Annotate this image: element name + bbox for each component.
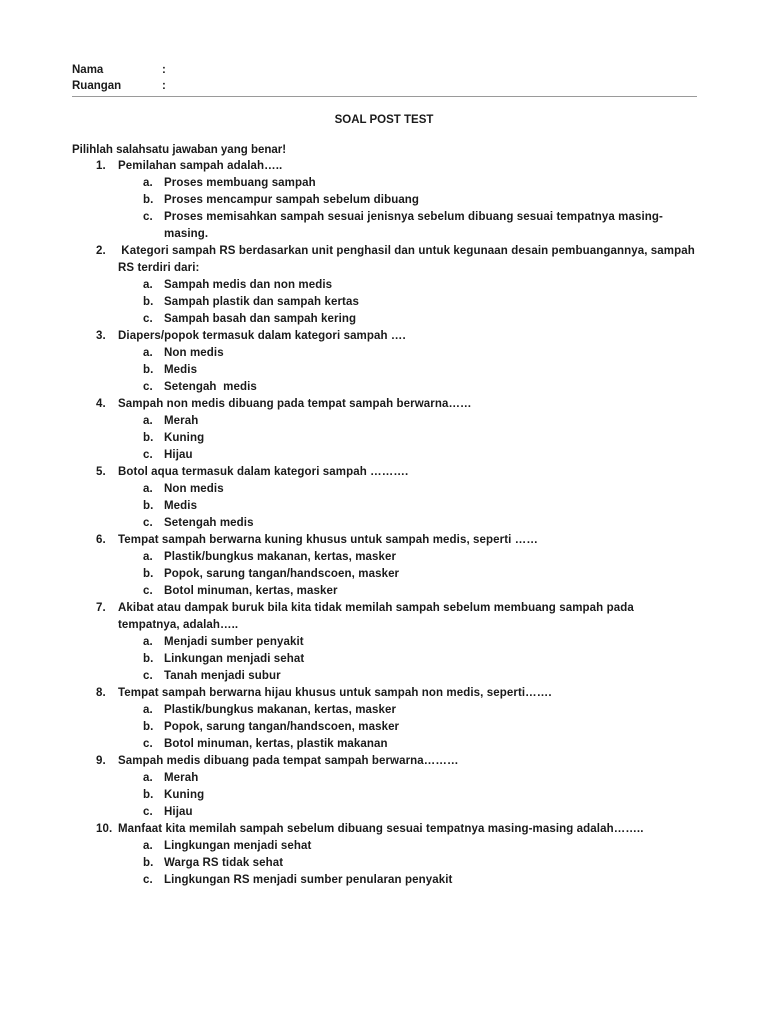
answer-option — [72, 413, 697, 430]
question-item — [72, 685, 697, 753]
question-item — [72, 753, 697, 821]
question-text: Diapers/popok termasuk dalam kategori sampah …. — [118, 330, 406, 342]
option-label: b. — [143, 500, 154, 512]
option-label: a. — [143, 772, 153, 784]
question-number: 9. — [96, 755, 106, 767]
answer-option — [72, 175, 697, 192]
answer-options — [72, 634, 697, 685]
question-row — [72, 243, 697, 277]
answer-option — [72, 719, 697, 736]
question-list — [72, 158, 697, 889]
option-label: c. — [143, 738, 153, 750]
answer-options — [72, 345, 697, 396]
answer-option — [72, 736, 697, 753]
option-label: c. — [143, 211, 153, 223]
option-text: Lingkungan RS menjadi sumber penularan penyakit — [164, 874, 453, 886]
question-number: 10. — [96, 823, 113, 835]
nama-row — [72, 62, 697, 78]
answer-option — [72, 277, 697, 294]
option-label: a. — [143, 177, 153, 189]
answer-option — [72, 345, 697, 362]
answer-options — [72, 413, 697, 464]
question-row — [72, 532, 697, 549]
question-row — [72, 464, 697, 481]
answer-options — [72, 549, 697, 600]
answer-option — [72, 447, 697, 464]
ruangan-label: Ruangan — [72, 80, 122, 92]
option-label: c. — [143, 585, 153, 597]
option-label: a. — [143, 347, 153, 359]
option-text: Merah — [164, 772, 199, 784]
answer-option — [72, 804, 697, 821]
question-row — [72, 328, 697, 345]
question-item — [72, 821, 697, 889]
option-text: Botol minuman, kertas, plastik makanan — [164, 738, 388, 750]
option-text: Botol minuman, kertas, masker — [164, 585, 338, 597]
answer-option — [72, 634, 697, 651]
option-text: Menjadi sumber penyakit — [164, 636, 304, 648]
answer-option — [72, 515, 697, 532]
option-text: Merah — [164, 415, 199, 427]
answer-options — [72, 770, 697, 821]
option-label: b. — [143, 364, 154, 376]
option-text: Kuning — [164, 432, 205, 444]
question-item — [72, 532, 697, 600]
question-row — [72, 753, 697, 770]
answer-option — [72, 770, 697, 787]
answer-option — [72, 872, 697, 889]
option-label: a. — [143, 551, 153, 563]
answer-option — [72, 702, 697, 719]
question-row — [72, 821, 697, 838]
question-text: Botol aqua termasuk dalam kategori sampah ………. — [118, 466, 409, 478]
option-text: Medis — [164, 500, 198, 512]
option-text: Sampah medis dan non medis — [164, 279, 333, 291]
question-item — [72, 600, 697, 685]
ruangan-row — [72, 78, 697, 94]
option-text: Hijau — [164, 806, 193, 818]
question-number: 8. — [96, 687, 106, 699]
option-text: Proses mencampur sampah sebelum dibuang — [164, 194, 420, 206]
answer-option — [72, 838, 697, 855]
answer-options — [72, 277, 697, 328]
answer-option — [72, 668, 697, 685]
option-label: b. — [143, 653, 154, 665]
question-row — [72, 158, 697, 175]
option-text: Plastik/bungkus makanan, kertas, masker — [164, 551, 397, 563]
option-label: c. — [143, 806, 153, 818]
answer-option — [72, 583, 697, 600]
answer-option — [72, 549, 697, 566]
option-text: Non medis — [164, 483, 224, 495]
question-text: Tempat sampah berwarna hijau khusus untuk sampah non medis, seperti……. — [118, 687, 552, 699]
answer-option — [72, 294, 697, 311]
question-text: Sampah medis dibuang pada tempat sampah berwarna……… — [118, 755, 459, 767]
question-text: Manfaat kita memilah sampah sebelum dibuang sesuai tempatnya masing-masing adalah…….. — [118, 823, 644, 835]
option-text: Sampah plastik dan sampah kertas — [164, 296, 359, 308]
answer-options — [72, 481, 697, 532]
answer-option — [72, 651, 697, 668]
question-row — [72, 396, 697, 413]
option-label: b. — [143, 857, 154, 869]
option-text: Hijau — [164, 449, 193, 461]
instruction-text: Pilihlah salahsatu jawaban yang benar! — [72, 144, 287, 156]
answer-option — [72, 430, 697, 447]
answer-options — [72, 838, 697, 889]
option-text: Popok, sarung tangan/handscoen, masker — [164, 721, 400, 733]
option-text: Tanah menjadi subur — [164, 670, 281, 682]
option-label: b. — [143, 721, 154, 733]
answer-option — [72, 481, 697, 498]
option-text: Warga RS tidak sehat — [164, 857, 284, 869]
question-item — [72, 158, 697, 243]
answer-option — [72, 192, 697, 209]
answer-option — [72, 855, 697, 872]
option-text: Linkungan menjadi sehat — [164, 653, 305, 665]
option-text: Setengah medis — [164, 381, 257, 393]
option-text: Lingkungan menjadi sehat — [164, 840, 312, 852]
option-label: b. — [143, 568, 154, 580]
option-label: a. — [143, 483, 153, 495]
header-divider — [72, 96, 697, 97]
answer-option — [72, 566, 697, 583]
option-label: a. — [143, 704, 153, 716]
question-number: 4. — [96, 398, 106, 410]
option-label: a. — [143, 636, 153, 648]
option-label: b. — [143, 789, 154, 801]
option-text: Plastik/bungkus makanan, kertas, masker — [164, 704, 397, 716]
nama-label: Nama — [72, 64, 104, 76]
option-label: b. — [143, 296, 154, 308]
question-row — [72, 685, 697, 702]
question-number: 2. — [96, 245, 106, 257]
option-label: a. — [143, 279, 153, 291]
question-text: Pemilahan sampah adalah….. — [118, 160, 283, 172]
option-text: Non medis — [164, 347, 224, 359]
answer-option — [72, 209, 697, 243]
answer-option — [72, 379, 697, 396]
option-text: Proses memisahkan sampah sesuai jenisnya sebelum dibuang sesuai tempatnya masing-masing. — [164, 211, 663, 240]
option-text: Setengah medis — [164, 517, 254, 529]
option-text: Medis — [164, 364, 198, 376]
option-text: Kuning — [164, 789, 205, 801]
option-label: a. — [143, 840, 153, 852]
ruangan-colon: : — [162, 80, 166, 92]
option-label: c. — [143, 517, 153, 529]
question-text: Kategori sampah RS berdasarkan unit penghasil dan untuk kegunaan desain pembuangannya, sampah RS terdiri dari: — [118, 245, 699, 274]
question-number: 7. — [96, 602, 106, 614]
header-fields — [72, 62, 697, 94]
question-number: 1. — [96, 160, 106, 172]
answer-options — [72, 702, 697, 753]
answer-option — [72, 362, 697, 379]
question-text: Akibat atau dampak buruk bila kita tidak memilah sampah sebelum membuang sampah pada tempatnya, adalah….. — [118, 602, 638, 631]
question-number: 3. — [96, 330, 106, 342]
question-item — [72, 396, 697, 464]
option-label: c. — [143, 313, 153, 325]
answer-option — [72, 787, 697, 804]
question-text: Sampah non medis dibuang pada tempat sampah berwarna…… — [118, 398, 472, 410]
option-label: a. — [143, 415, 153, 427]
option-label: c. — [143, 670, 153, 682]
answer-option — [72, 311, 697, 328]
question-number: 5. — [96, 466, 106, 478]
question-text: Tempat sampah berwarna kuning khusus untuk sampah medis, seperti …… — [118, 534, 538, 546]
option-text: Proses membuang sampah — [164, 177, 316, 189]
option-label: c. — [143, 449, 153, 461]
answer-option — [72, 498, 697, 515]
question-row — [72, 600, 697, 634]
option-label: b. — [143, 194, 154, 206]
option-text: Popok, sarung tangan/handscoen, masker — [164, 568, 400, 580]
question-item — [72, 328, 697, 396]
option-label: c. — [143, 381, 153, 393]
option-label: c. — [143, 874, 153, 886]
answer-options — [72, 175, 697, 243]
option-text: Sampah basah dan sampah kering — [164, 313, 357, 325]
question-number: 6. — [96, 534, 106, 546]
page-title: SOAL POST TEST — [334, 114, 434, 126]
option-label: b. — [143, 432, 154, 444]
question-item — [72, 243, 697, 328]
nama-colon: : — [162, 64, 166, 76]
question-item — [72, 464, 697, 532]
